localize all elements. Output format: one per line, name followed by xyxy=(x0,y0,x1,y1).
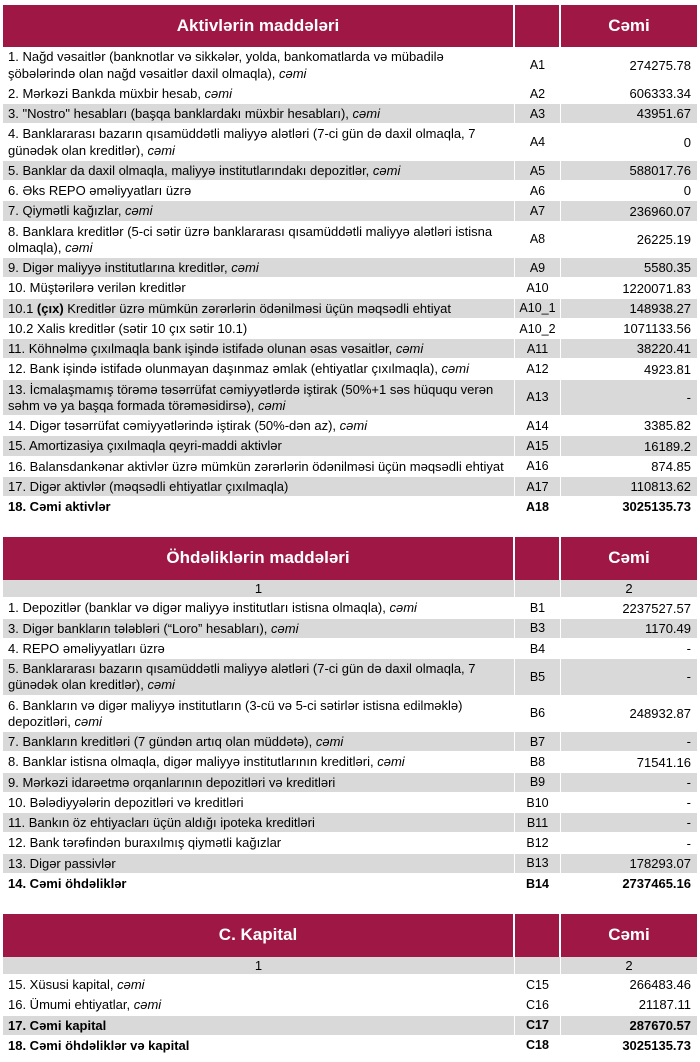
section-header xyxy=(3,914,697,956)
table-row xyxy=(3,659,697,696)
row-label: 2. Mərkəzi Bankda müxbir hesab, cəmi xyxy=(3,84,515,104)
row-label: 8. Banklar istisna olmaqla, digər maliyyə institutlarının kreditləri, cəmi xyxy=(3,752,515,772)
liabilities-rows xyxy=(3,598,697,894)
row-label: 11. Köhnəlmə çıxılmaqla bank işində istifadə olunan əsas vəsaitlər, cəmi xyxy=(3,339,515,359)
row-value: 3025135.73 xyxy=(561,497,697,517)
section-header-code-spacer xyxy=(515,5,561,47)
table-row xyxy=(3,732,697,752)
section-title: Öhdəliklərin maddələri xyxy=(3,537,515,579)
row-value: - xyxy=(561,639,697,659)
table-row xyxy=(3,619,697,639)
row-code: A11 xyxy=(515,339,561,359)
table-row xyxy=(3,1036,697,1056)
row-value: 248932.87 xyxy=(561,696,697,733)
row-value: 1170.49 xyxy=(561,619,697,639)
row-label: 12. Bank tərəfindən buraxılmış qiymətli kağızlar xyxy=(3,833,515,853)
table-row xyxy=(3,359,697,379)
row-code: B10 xyxy=(515,793,561,813)
row-code: B12 xyxy=(515,833,561,853)
row-code: A10_1 xyxy=(515,299,561,319)
row-label: 13. İcmalaşmamış törəmə təsərrüfat cəmiyyətlərdə iştirak (50%+1 səs hüququ verən səhm və ya başqa formada törəməsidirsə), cəmi xyxy=(3,380,515,417)
row-code: B6 xyxy=(515,696,561,733)
row-code: C17 xyxy=(515,1016,561,1036)
section-header-code-spacer xyxy=(515,537,561,579)
row-label: 15. Amortizasiya çıxılmaqla qeyri-maddi aktivlər xyxy=(3,436,515,456)
row-label: 10. Bələdiyyələrin depozitləri və kreditləri xyxy=(3,793,515,813)
row-value: 5580.35 xyxy=(561,258,697,278)
row-code: A5 xyxy=(515,161,561,181)
row-value: - xyxy=(561,380,697,417)
table-row xyxy=(3,752,697,772)
row-code: B7 xyxy=(515,732,561,752)
row-code: A13 xyxy=(515,380,561,417)
row-value: 606333.34 xyxy=(561,84,697,104)
row-label: 1. Nağd vəsaitlər (banknotlar və sikkələr, yolda, bankomatlarda və mübadilə şöbələrində olan nağd vəsaitlər daxil olmaqla), cəmi xyxy=(3,47,515,84)
row-label: 14. Cəmi öhdəliklər xyxy=(3,874,515,894)
row-value: 3025135.73 xyxy=(561,1036,697,1056)
row-code: C18 xyxy=(515,1036,561,1056)
table-row xyxy=(3,339,697,359)
section-header xyxy=(3,537,697,579)
table-row xyxy=(3,124,697,161)
column-number-label: 1 xyxy=(3,957,515,976)
row-label: 13. Digər passivlər xyxy=(3,854,515,874)
row-value: 2737465.16 xyxy=(561,874,697,894)
table-row xyxy=(3,854,697,874)
table-row xyxy=(3,47,697,84)
row-value: 1220071.83 xyxy=(561,278,697,298)
row-code: B13 xyxy=(515,854,561,874)
table-row xyxy=(3,319,697,339)
section-assets xyxy=(3,5,697,517)
row-code: A18 xyxy=(515,497,561,517)
row-value: - xyxy=(561,793,697,813)
row-code: A9 xyxy=(515,258,561,278)
section-title: Aktivlərin maddələri xyxy=(3,5,515,47)
table-row xyxy=(3,833,697,853)
row-code: A7 xyxy=(515,201,561,221)
row-value: 274275.78 xyxy=(561,47,697,84)
row-label: 9. Mərkəzi idarəetmə orqanlarının depozitləri və kreditləri xyxy=(3,773,515,793)
row-value: 71541.16 xyxy=(561,752,697,772)
table-row xyxy=(3,477,697,497)
row-value: 3385.82 xyxy=(561,416,697,436)
row-label: 5. Banklar da daxil olmaqla, maliyyə institutlarındakı depozitlər, cəmi xyxy=(3,161,515,181)
table-row xyxy=(3,813,697,833)
row-value: 236960.07 xyxy=(561,201,697,221)
row-label: 9. Digər maliyyə institutlarına kreditlər, cəmi xyxy=(3,258,515,278)
table-row xyxy=(3,258,697,278)
row-code: A2 xyxy=(515,84,561,104)
table-row xyxy=(3,278,697,298)
row-label: 14. Digər təsərrüfat cəmiyyətlərində iştirak (50%-dən az), cəmi xyxy=(3,416,515,436)
row-code: A3 xyxy=(515,104,561,124)
row-value: 43951.67 xyxy=(561,104,697,124)
row-value: 266483.46 xyxy=(561,975,697,995)
row-code: A10 xyxy=(515,278,561,298)
column-number-value: 2 xyxy=(561,957,697,976)
row-label: 7. Qiymətli kağızlar, cəmi xyxy=(3,201,515,221)
row-value: - xyxy=(561,773,697,793)
row-code: B8 xyxy=(515,752,561,772)
row-code: C15 xyxy=(515,975,561,995)
table-row xyxy=(3,104,697,124)
row-code: B9 xyxy=(515,773,561,793)
table-row xyxy=(3,201,697,221)
row-code: B4 xyxy=(515,639,561,659)
table-row xyxy=(3,598,697,618)
total-column-header: Cəmi xyxy=(561,914,697,956)
row-code: A16 xyxy=(515,457,561,477)
row-value: 16189.2 xyxy=(561,436,697,456)
row-value: - xyxy=(561,833,697,853)
row-label: 4. Banklararası bazarın qısamüddətli maliyyə alətləri (7-ci gün də daxil olmaqla, 7 günədək olan kreditlər), cəmi xyxy=(3,124,515,161)
row-label: 17. Digər aktivlər (məqsədli ehtiyatlar çıxılmaqla) xyxy=(3,477,515,497)
row-label: 10.1 (çıx) Kreditlər üzrə mümkün zərərlərin ödənilməsi üçün məqsədli ehtiyat xyxy=(3,299,515,319)
row-value: 1071133.56 xyxy=(561,319,697,339)
row-label: 18. Cəmi öhdəliklər və kapital xyxy=(3,1036,515,1056)
row-code: A8 xyxy=(515,222,561,259)
section-header-code-spacer xyxy=(515,914,561,956)
row-code: B5 xyxy=(515,659,561,696)
row-label: 10. Müştərilərə verilən kreditlər xyxy=(3,278,515,298)
row-code: B1 xyxy=(515,598,561,618)
table-row xyxy=(3,995,697,1015)
row-label: 3. Digər bankların tələbləri (“Loro” hesabları), cəmi xyxy=(3,619,515,639)
row-label: 16. Ümumi ehtiyatlar, cəmi xyxy=(3,995,515,1015)
table-row xyxy=(3,222,697,259)
row-value: 38220.41 xyxy=(561,339,697,359)
table-row xyxy=(3,1016,697,1036)
row-label: 11. Bankın öz ehtiyacları üçün aldığı ipoteka kreditləri xyxy=(3,813,515,833)
column-number-row xyxy=(3,957,697,976)
table-row xyxy=(3,299,697,319)
table-row xyxy=(3,639,697,659)
row-value: 0 xyxy=(561,124,697,161)
row-value: 4923.81 xyxy=(561,359,697,379)
table-row xyxy=(3,380,697,417)
row-code: B3 xyxy=(515,619,561,639)
row-value: - xyxy=(561,732,697,752)
row-value: 26225.19 xyxy=(561,222,697,259)
row-value: 588017.76 xyxy=(561,161,697,181)
total-column-header: Cəmi xyxy=(561,5,697,47)
section-title: C. Kapital xyxy=(3,914,515,956)
section-header xyxy=(3,5,697,47)
column-number-label: 1 xyxy=(3,580,515,599)
table-row xyxy=(3,84,697,104)
row-label: 8. Banklara kreditlər (5-ci sətir üzrə banklararası qısamüddətli maliyyə alətləri istisna olmaqla), cəmi xyxy=(3,222,515,259)
row-value: 178293.07 xyxy=(561,854,697,874)
row-label: 3. "Nostro" hesabları (başqa banklardakı müxbir hesabları), cəmi xyxy=(3,104,515,124)
row-code: A1 xyxy=(515,47,561,84)
column-number-spacer xyxy=(515,580,561,599)
row-label: 16. Balansdankənar aktivlər üzrə mümkün zərərlərin ödənilməsi üçün məqsədli ehtiyat xyxy=(3,457,515,477)
row-label: 5. Banklararası bazarın qısamüddətli maliyyə alətləri (7-ci gün də daxil olmaqla, 7 günədək olan kreditlər), cəmi xyxy=(3,659,515,696)
section-capital xyxy=(3,914,697,1056)
table-row xyxy=(3,457,697,477)
column-number-row xyxy=(3,580,697,599)
row-label: 17. Cəmi kapital xyxy=(3,1016,515,1036)
row-value: - xyxy=(561,659,697,696)
row-code: A15 xyxy=(515,436,561,456)
table-row xyxy=(3,181,697,201)
row-value: 21187.11 xyxy=(561,995,697,1015)
row-label: 12. Bank işində istifadə olunmayan daşınmaz əmlak (ehtiyatlar çıxılmaqla), cəmi xyxy=(3,359,515,379)
table-row xyxy=(3,497,697,517)
row-code: A12 xyxy=(515,359,561,379)
row-value: 874.85 xyxy=(561,457,697,477)
column-number-value: 2 xyxy=(561,580,697,599)
row-value: 148938.27 xyxy=(561,299,697,319)
table-row xyxy=(3,874,697,894)
row-label: 15. Xüsusi kapital, cəmi xyxy=(3,975,515,995)
row-code: A14 xyxy=(515,416,561,436)
assets-rows xyxy=(3,47,697,517)
row-label: 6. Bankların və digər maliyyə institutların (3-cü və 5-ci sətirlər istisna edilməklə) depozitləri, cəmi xyxy=(3,696,515,733)
table-row xyxy=(3,416,697,436)
total-column-header: Cəmi xyxy=(561,537,697,579)
row-code: B11 xyxy=(515,813,561,833)
row-code: A6 xyxy=(515,181,561,201)
row-label: 10.2 Xalis kreditlər (sətir 10 çıx sətir 10.1) xyxy=(3,319,515,339)
table-row xyxy=(3,975,697,995)
row-code: A10_2 xyxy=(515,319,561,339)
row-code: A17 xyxy=(515,477,561,497)
row-code: A4 xyxy=(515,124,561,161)
row-value: 110813.62 xyxy=(561,477,697,497)
capital-rows xyxy=(3,975,697,1056)
table-row xyxy=(3,773,697,793)
column-number-spacer xyxy=(515,957,561,976)
row-label: 18. Cəmi aktivlər xyxy=(3,497,515,517)
table-row xyxy=(3,436,697,456)
table-row xyxy=(3,161,697,181)
row-code: C16 xyxy=(515,995,561,1015)
row-value: 0 xyxy=(561,181,697,201)
row-value: - xyxy=(561,813,697,833)
row-label: 7. Bankların kreditləri (7 gündən artıq olan müddətə), cəmi xyxy=(3,732,515,752)
table-row xyxy=(3,696,697,733)
row-label: 4. REPO əməliyyatları üzrə xyxy=(3,639,515,659)
row-code: B14 xyxy=(515,874,561,894)
row-value: 287670.57 xyxy=(561,1016,697,1036)
section-liabilities xyxy=(3,537,697,894)
row-value: 2237527.57 xyxy=(561,598,697,618)
row-label: 6. Əks REPO əməliyyatları üzrə xyxy=(3,181,515,201)
row-label: 1. Depozitlər (banklar və digər maliyyə institutları istisna olmaqla), cəmi xyxy=(3,598,515,618)
table-row xyxy=(3,793,697,813)
